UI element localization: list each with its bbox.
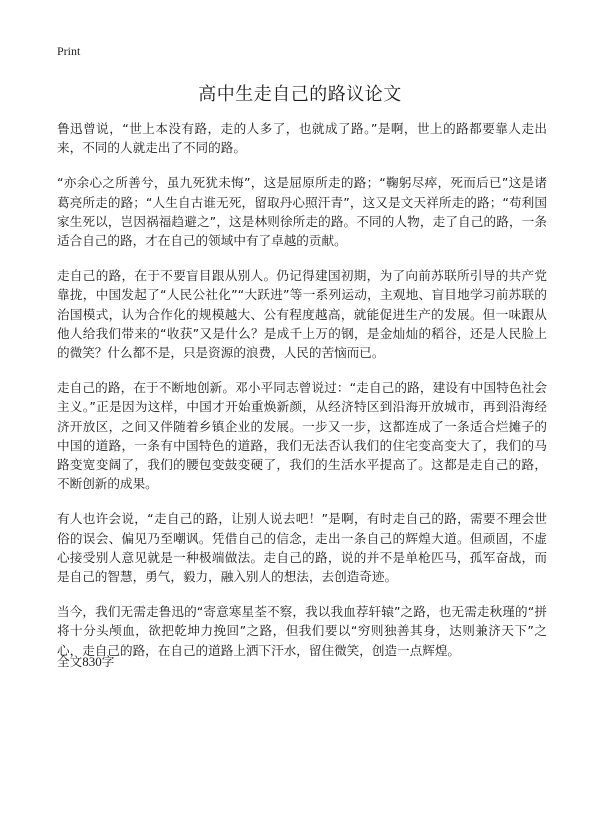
word-count-prefix: 全文 (57, 654, 83, 669)
paragraph-6: 当今，我们无需走鲁迅的“寄意寒星荃不察，我以我血荐轩辕”之路，也无需走秋瑾的“拼将十分头颅血，欲把乾坤力挽回”之路，但我们要以“穷则独善其身，达则兼济天下”之心，走自己的路，在自己的道路上洒下汗水，留住微笑，创造一点辉煌。 (57, 604, 547, 658)
document-title: 高中生走自己的路议论文 (198, 84, 402, 105)
word-count-number: 830 (82, 654, 102, 669)
paragraph-3: 走自己的路，在于不要盲目跟从别人。仍记得建国初期，为了向前苏联所引导的共产党靠拢，中国发起了“人民公社化”“大跃进”等一系列运动，主观地、盲目地学习前苏联的治国模式，认为合作化的规模越大、公有程度越高，就能促进生产的发展。但一味跟从他人给我们带来的“收获”又是什么？是成千上万的钢，是金灿灿的稻谷，还是人民脸上的微笑？什么都不是，只是资源的浪费，人民的苦恼而已。 (57, 268, 547, 361)
print-label: Print (57, 44, 81, 58)
paragraph-1: 鲁迅曾说，“世上本没有路，走的人多了，也就成了路。”是啊，世上的路都要靠人走出来，不同的人就走出了不同的路。 (57, 121, 547, 156)
paragraph-4: 走自己的路，在于不断地创新。邓小平同志曾说过：“走自己的路，建设有中国特色社会主义。”正是因为这样，中国才开始重焕新颜，从经济特区到沿海开放城市，再到沿海经济开放区，之间又伴随着乡镇企业的发展。一步又一步，这都连成了一条适合烂摊子的中国的道路，一条有中国特色的道路，我们无法否认我们的住宅变高变大了，我们的马路变宽变阔了，我们的腰包变鼓变硬了，我们的生活水平提高了。这都是走自己的路，不断创新的成果。 (57, 380, 547, 492)
document-body (57, 119, 547, 676)
paragraph-2: “亦余心之所善兮，虽九死犹未悔”，这是屈原所走的路；“鞠躬尽瘁，死而后已”这是诸葛亮所走的路；“人生自古谁无死，留取丹心照汗青”，这又是文天祥所走的路；“苟利国家生死以，岂因祸福趋避之”，这是林则徐所走的路。不同的人物，走了自己的路，一条适合自己的路，才在自己的领域中有了卓越的贡献。 (57, 175, 547, 249)
word-count-suffix: 字 (101, 654, 115, 669)
paragraph-5: 有人也许会说，“走自己的路，让别人说去吧！”是啊，有时走自己的路，需要不理会世俗的误会、偏见乃至嘲讽。凭借自己的信念，走出一条自己的辉煌大道。但顽固，不虚心接受别人意见就是一种极端做法。走自己的路，说的并不是单枪匹马，孤军奋战，而是自己的智慧，勇气，毅力，融入别人的想法，去创造奇迹。 (57, 511, 547, 585)
word-count (57, 651, 114, 670)
